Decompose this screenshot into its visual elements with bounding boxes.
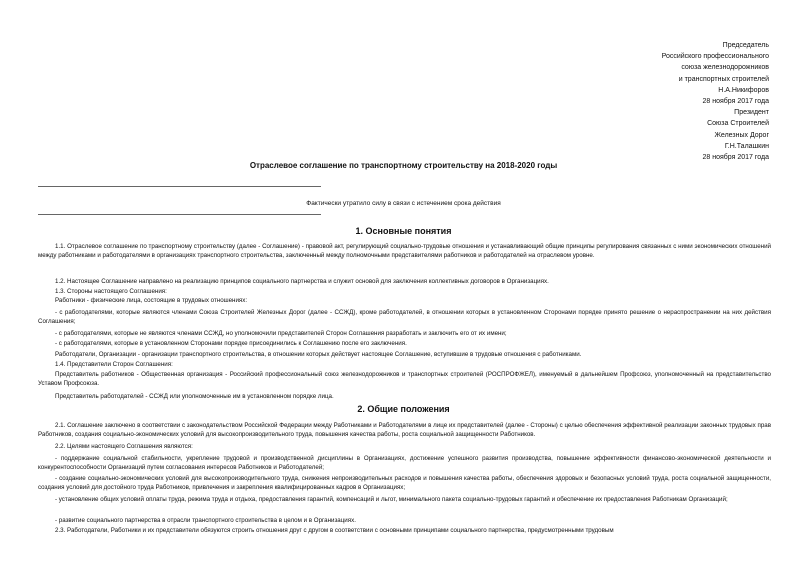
approval-line: Г.Н.Талашкин [724, 142, 769, 150]
approval-line: и транспортных строителей [678, 75, 769, 83]
approval-line: Железных Дорог [714, 131, 769, 139]
paragraph: Представитель работников - Общественная организация - Российский профессиональный союз железнодорожников и транспортных строителей (РОСПРОФЖЕЛ), именуемый в дальнейшем Профсоюз, уполномоченный на представительство Уставом Профсоюза. [38, 371, 771, 387]
paragraph: 1.1. Отраслевое соглашение по транспортному строительству (далее - Соглашение) - правовой акт, регулирующий социально-трудовые отношения и устанавливающий общие принципы регулирования связанных с ними экономических отношений между работниками и работодателями в организациях транспортного строительства, заключенный между полномочными представителями работников и работодателей на отраслевом уровне. [38, 243, 771, 259]
paragraph: 2.3. Работодатели, Работники и их представители обязуются строить отношения друг с другом в соответствии с основными принципами социального партнерства, предусмотренными трудовым [55, 527, 614, 534]
list-item: - поддержание социальной стабильности, укрепление трудовой и производственной дисциплины в Организациях, достижение успешного развития производства, повышение эффективности финансово-экономической деятельности и конкурентоспособности Организаций путем согласования интересов Работников и Работодателей; [38, 455, 771, 471]
list-item: - с работодателями, которые в установленном Сторонами порядке присоединились к Соглашению после его заключения. [55, 340, 407, 347]
paragraph: 1.4. Представители Сторон Соглашения: [55, 361, 173, 368]
paragraph: 1.2. Настоящее Соглашение направлено на реализацию принципов социального партнерства и служит основой для заключения коллективных договоров в Организациях. [55, 278, 549, 285]
paragraph: 1.3. Стороны настоящего Соглашения: [55, 288, 167, 295]
list-item: - создание социально-экономических условий для высокопроизводительного труда, снижения непроизводительных расходов и повышения качества работы, обеспечения здоровых и безопасных условий труда, роста социальной защищенности, создания условий для достойного труда Работников, привлечения и закрепления квалифицированных кадров в Организациях; [38, 475, 771, 491]
approval-block [662, 40, 769, 163]
approval-line: Союза Строителей [707, 120, 769, 128]
approval-line: Н.А.Никифоров [718, 86, 769, 94]
paragraph: 2.2. Целями настоящего Соглашения являются: [55, 443, 193, 450]
list-item: - с работодателями, которые не являются членами ССЖД, но уполномочили представителей Сторон Соглашения разработать и заключить его от их имени; [55, 330, 507, 337]
divider [38, 214, 321, 215]
paragraph: Представитель работодателей - ССЖД или уполномоченные им в установленном порядке лица. [55, 393, 334, 400]
paragraph: Работники - физические лица, состоящие в трудовых отношениях: [55, 297, 248, 304]
list-item: - установление общих условий оплаты труда, режима труда и отдыха, предоставления гарантий, компенсаций и льгот, минимального пакета социально-трудовых гарантий и обеспечение их предоставления Работникам Организаций; [55, 496, 728, 503]
approval-line: Российского профессионального [661, 53, 769, 61]
divider [38, 186, 321, 187]
approval-line: Председатель [722, 42, 769, 49]
approval-line: 28 ноября 2017 года [702, 154, 769, 162]
section-heading: 2. Общие положения [357, 404, 450, 414]
approval-line: Президент [734, 109, 769, 117]
list-item: - развитие социального партнерства в отрасли транспортного строительства в целом и в Организациях. [55, 517, 356, 524]
paragraph: 2.1. Соглашение заключено в соответствии с законодательством Российской Федерации между Работниками и Работодателями в лице их представителей (далее - Стороны) с целью обеспечения эффективной реализации законных трудовых прав Работников, создания социально-экономических условий для высокопроизводительного труда, повышения качества работы, роста социальной защищенности Работников. [38, 422, 771, 438]
list-item: - с работодателями, которые являются членами Союза Строителей Железных Дорог (далее - ССЖД), кроме работодателей, в отношении которых в установленном Сторонами порядке принято решение о нераспространении на них действия Соглашения; [38, 309, 771, 325]
document-status: Фактически утратило силу в связи с истечением срока действия [306, 200, 501, 207]
approval-line: союза железнодорожников [681, 64, 769, 72]
section-heading: 1. Основные понятия [355, 226, 452, 236]
paragraph: Работодатели, Организации - организации транспортного строительства, в отношении которых действует настоящее Соглашение, вступившие в трудовые отношения с работниками. [55, 351, 582, 358]
approval-line: 28 ноября 2017 года [702, 98, 769, 106]
document-title: Отраслевое соглашение по транспортному строительству на 2018-2020 годы [249, 161, 558, 170]
